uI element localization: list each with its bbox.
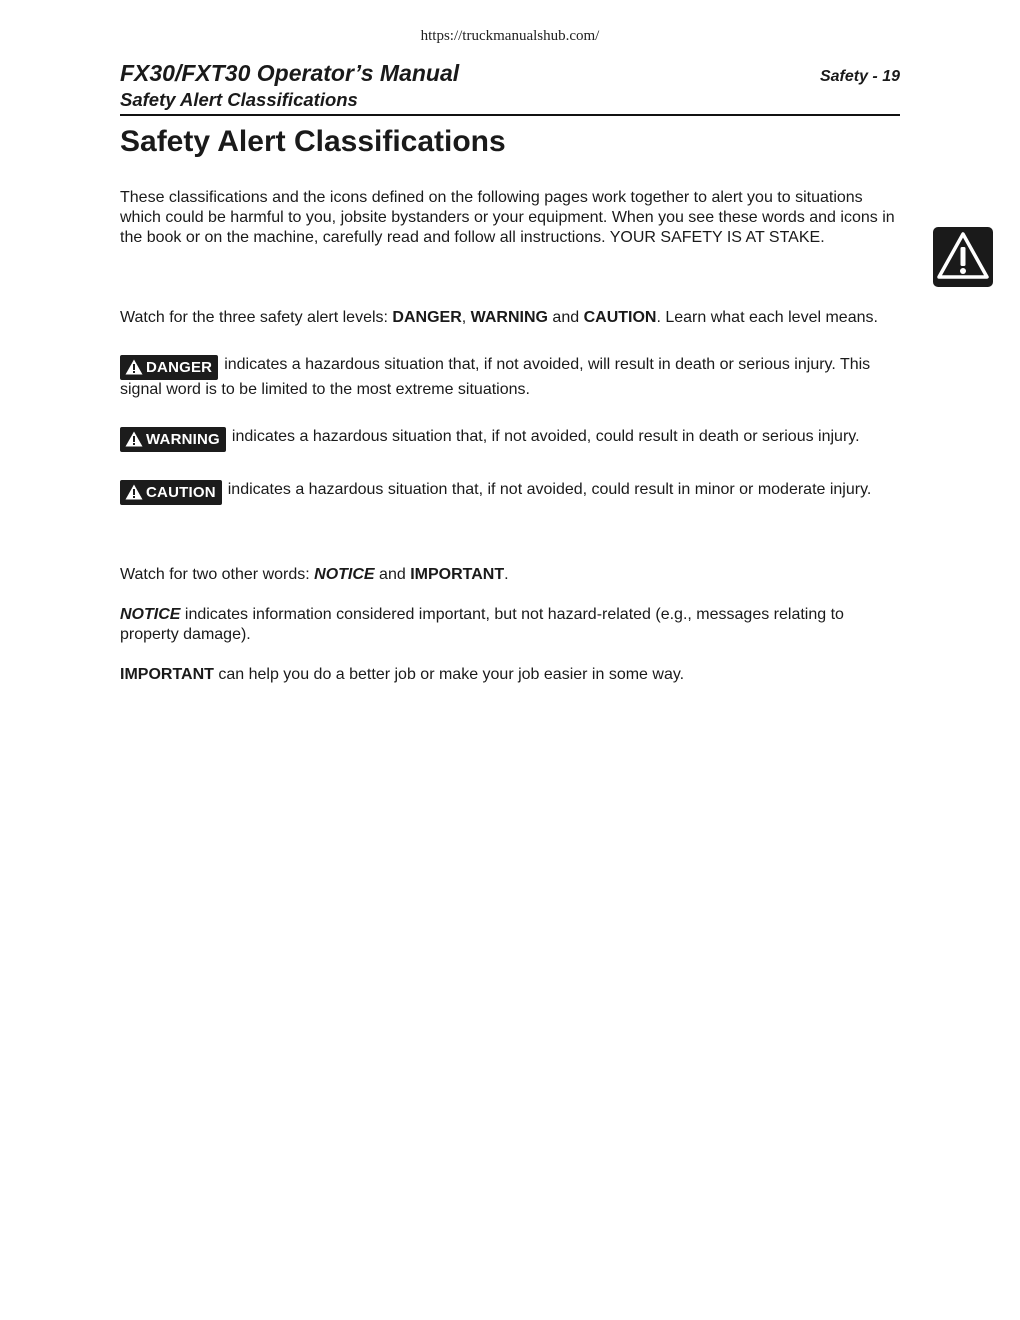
warning-text: indicates a hazardous situation that, if not avoided, could result in death or serious injury. bbox=[231, 428, 860, 445]
alert-levels-paragraph bbox=[120, 308, 900, 328]
levels-warning-word: WARNING bbox=[470, 309, 548, 326]
levels-sep1: , bbox=[461, 309, 471, 326]
danger-definition bbox=[120, 355, 900, 400]
caution-badge bbox=[120, 480, 222, 505]
source-url: https://truckmanualshub.com/ bbox=[420, 28, 600, 44]
warning-badge bbox=[120, 427, 226, 452]
manual-title: FX30/FXT30 Operator’s Manual bbox=[120, 60, 460, 86]
warning-triangle-icon bbox=[932, 226, 994, 288]
important-text: can help you do a better job or make your job easier in some way. bbox=[213, 666, 685, 683]
other-words-important: IMPORTANT bbox=[410, 566, 505, 583]
warning-definition bbox=[120, 427, 900, 452]
alert-triangle-icon bbox=[125, 431, 143, 447]
levels-caution-word: CAUTION bbox=[583, 309, 657, 326]
intro-paragraph: These classifications and the icons defined on the following pages work together to alert you to situations which could be harmful to you, jobsite bystanders or your equipment. When you see these words and icons in the book or on the machine, carefully read and follow all instructions. YOUR SAFETY IS AT STAKE. bbox=[120, 189, 895, 246]
warning-label: WARNING bbox=[146, 431, 220, 448]
page-title: Safety Alert Classifications bbox=[120, 125, 506, 158]
caution-text: indicates a hazardous situation that, if not avoided, could result in minor or moderate injury. bbox=[227, 481, 872, 498]
levels-prefix: Watch for the three safety alert levels: bbox=[120, 309, 393, 326]
section-subtitle: Safety Alert Classifications bbox=[120, 89, 358, 110]
levels-danger-word: DANGER bbox=[392, 309, 462, 326]
levels-sep2: and bbox=[547, 309, 584, 326]
danger-text: indicates a hazardous situation that, if not avoided, will result in death or serious injury. This signal word is to be limited to the most extreme situations. bbox=[120, 356, 871, 398]
other-words-suffix: . bbox=[504, 566, 509, 583]
caution-definition bbox=[120, 480, 900, 505]
caution-label: CAUTION bbox=[146, 484, 216, 501]
alert-triangle-icon bbox=[125, 484, 143, 500]
danger-badge bbox=[120, 355, 218, 380]
header-divider bbox=[120, 114, 900, 116]
notice-text: indicates information considered important, but not hazard-related (e.g., messages relating to property damage). bbox=[120, 606, 844, 643]
alert-triangle-icon bbox=[125, 359, 143, 375]
notice-word: NOTICE bbox=[120, 606, 181, 623]
other-words-paragraph bbox=[120, 565, 900, 585]
other-words-sep: and bbox=[374, 566, 411, 583]
important-word: IMPORTANT bbox=[120, 666, 214, 683]
important-definition bbox=[120, 665, 900, 685]
notice-definition bbox=[120, 605, 900, 645]
other-words-notice: NOTICE bbox=[314, 566, 375, 583]
page-reference: Safety - 19 bbox=[819, 68, 900, 85]
levels-suffix: . Learn what each level means. bbox=[656, 309, 878, 326]
main-content bbox=[120, 188, 900, 685]
other-words-prefix: Watch for two other words: bbox=[120, 566, 315, 583]
danger-label: DANGER bbox=[146, 359, 213, 376]
page-header bbox=[120, 60, 900, 111]
